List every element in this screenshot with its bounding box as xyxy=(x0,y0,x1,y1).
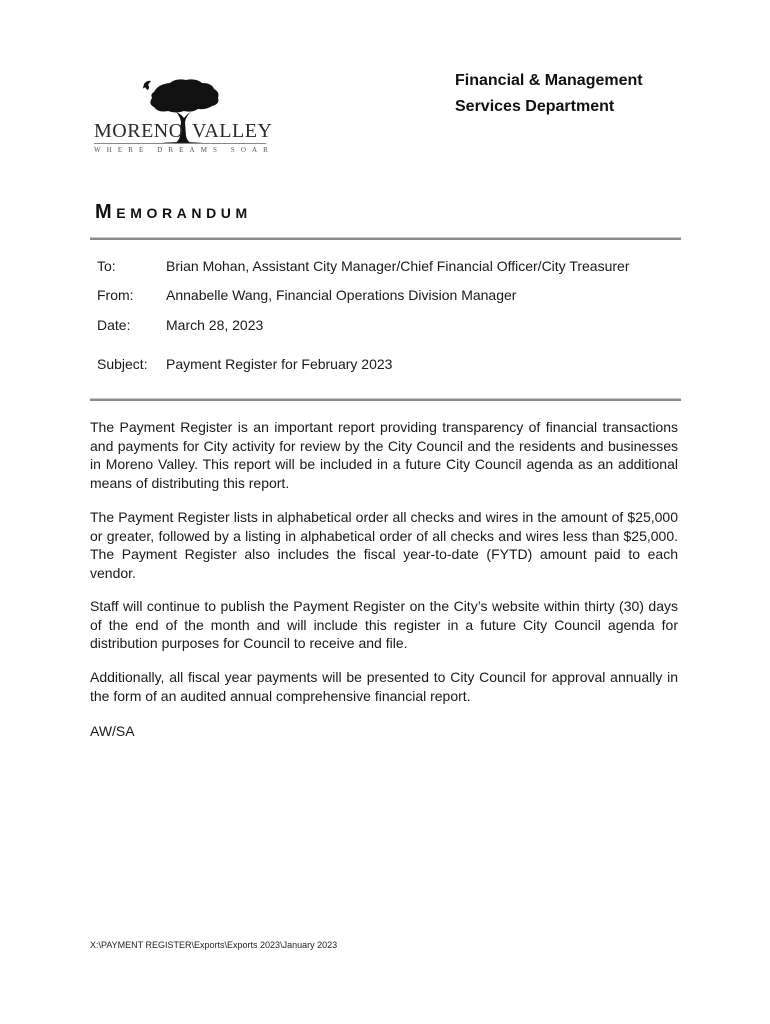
department-line-1: Financial & Management xyxy=(455,72,643,89)
memo-from-label: From: xyxy=(97,287,134,303)
logo-tagline: WHERE DREAMS SOAR xyxy=(94,146,274,154)
memo-from-value: Annabelle Wang, Financial Operations Division Manager xyxy=(166,287,517,303)
department-line-2: Services Department xyxy=(455,98,615,115)
logo-wordmark-right: VALLEY xyxy=(192,120,273,142)
memo-subject-label: Subject: xyxy=(97,356,148,372)
memo-title-rest: EMORANDUM xyxy=(116,205,252,221)
body-paragraph-3: Staff will continue to publish the Payment Register on the City’s website within thirty (30) days of the end of the month and will include this register in a future City Council agenda for distribution purposes for Council to receive and file. xyxy=(90,598,678,652)
memo-date-value: March 28, 2023 xyxy=(166,317,264,333)
memo-to-label: To: xyxy=(97,258,116,274)
memo-to-value: Brian Mohan, Assistant City Manager/Chief Financial Officer/City Treasurer xyxy=(166,258,630,274)
logo-wordmark-left: MORENO xyxy=(94,120,184,142)
header-divider-top xyxy=(90,237,681,240)
department-heading xyxy=(455,68,643,120)
memo-title-initial: M xyxy=(95,201,117,223)
memo-subject-value: Payment Register for February 2023 xyxy=(166,356,393,372)
author-initials: AW/SA xyxy=(90,723,135,739)
memo-title xyxy=(95,201,252,224)
body-paragraph-4: Additionally, all fiscal year payments will be presented to City Council for approval annually in the form of an audited annual comprehensive financial report. xyxy=(90,669,678,704)
city-logo xyxy=(92,76,272,158)
memo-date-label: Date: xyxy=(97,317,131,333)
body-paragraph-2: The Payment Register lists in alphabetical order all checks and wires in the amount of $25,000 or greater, followed by a listing in alphabetical order of all checks and wires less than $25,000. The Payment Register also includes the fiscal year-to-date (FYTD) amount paid to each vendor. xyxy=(90,509,678,581)
header-divider-bottom xyxy=(90,398,681,401)
body-paragraph-1: The Payment Register is an important report providing transparency of financial transactions and payments for City activity for review by the City Council and the residents and businesses in Moreno Valley. This report will be included in a future City Council agenda as an additional means of distributing this report. xyxy=(90,419,678,491)
footer-file-path: X:\PAYMENT REGISTER\Exports\Exports 2023\January 2023 xyxy=(90,940,338,950)
logo-underline xyxy=(94,143,266,144)
